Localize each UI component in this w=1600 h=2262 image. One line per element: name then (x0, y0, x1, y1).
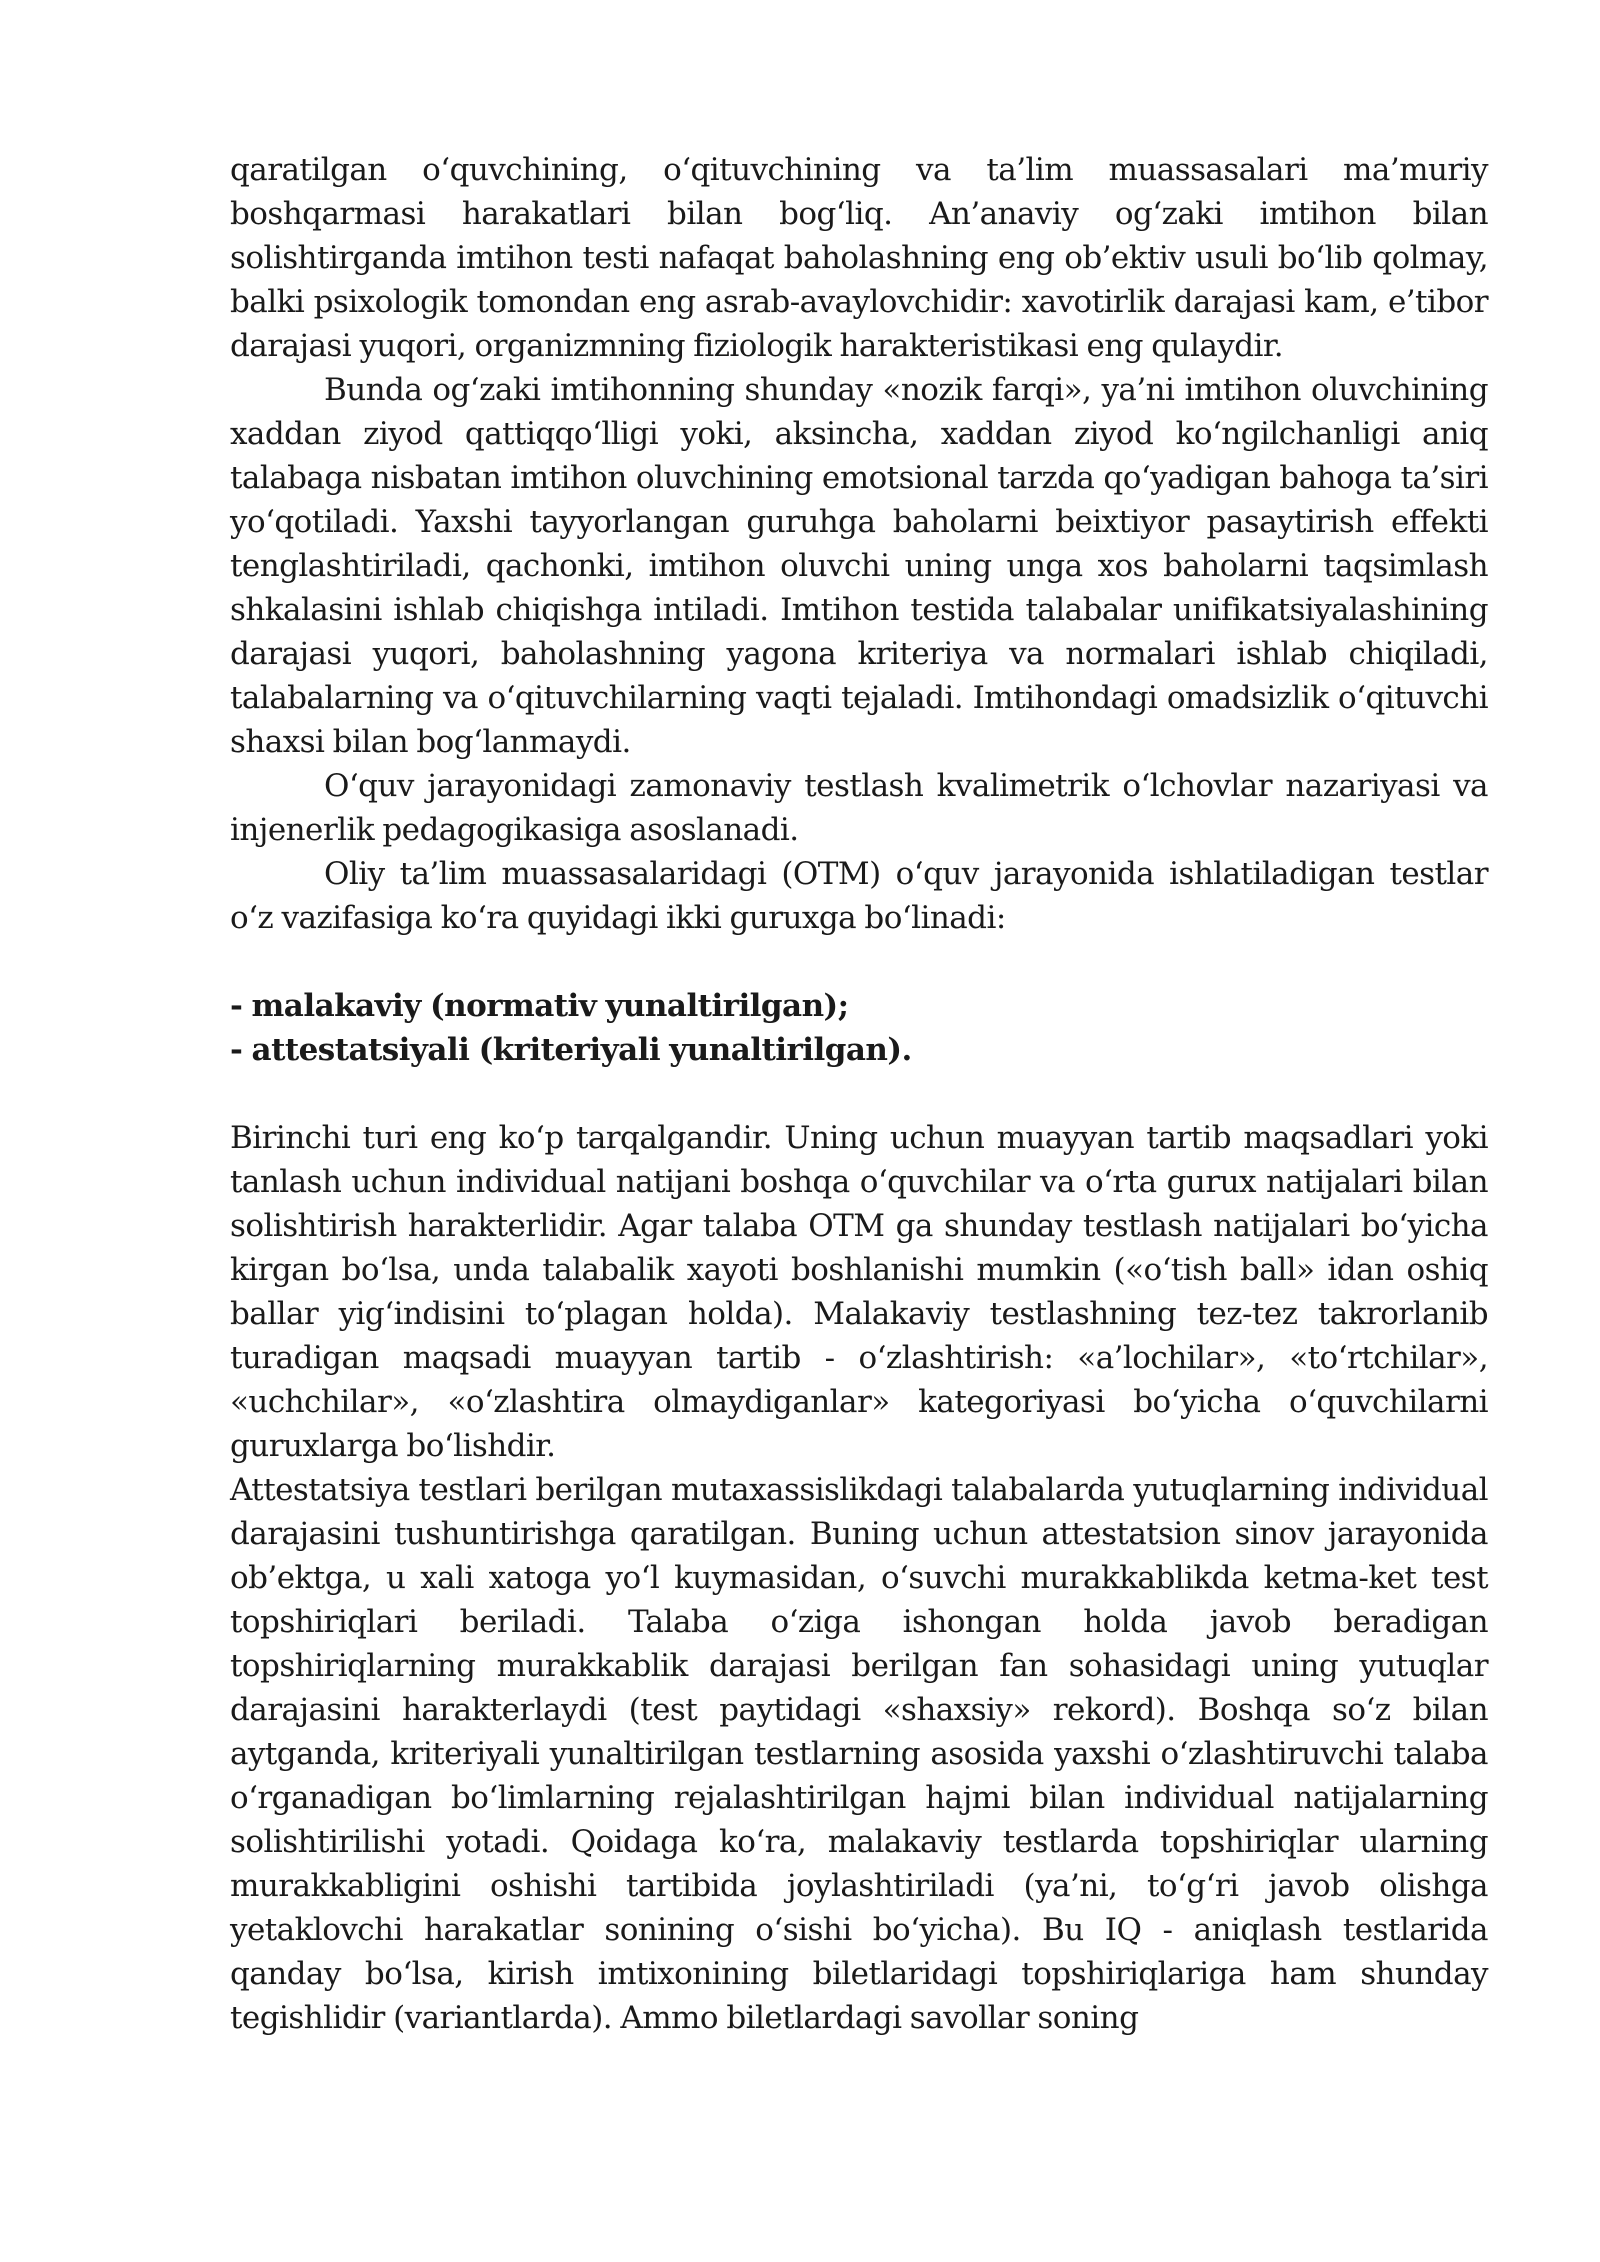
paragraph-1: qaratilgan o‘quvchining, o‘qituvchining va ta’lim muassasalari ma’muriy boshqarmasi harakatlari bilan bog‘liq. An’anaviy og‘zaki imtihon bilan solishtirganda imtihon testi nafaqat baholashning eng ob’ektiv usuli bo‘lib qolmay, balki psixologik tomondan eng asrab-avaylovchidir: xavotirlik darajasi kam, e’tibor darajasi yuqori, organizmning fiziologik harakteristikasi eng qulaydir. (230, 152, 1488, 364)
document-page (230, 148, 1488, 2040)
paragraph-4: Oliy ta’lim muassasalaridagi (OTM) o‘quv jarayonida ishlatiladigan testlar o‘z vazifasiga ko‘ra quyidagi ikki guruxga bo‘linadi: (230, 856, 1488, 936)
paragraph-3: O‘quv jarayonidagi zamonaviy testlash kvalimetrik o‘lchovlar nazariyasi va injenerlik pedagogikasiga asoslanadi. (230, 768, 1488, 848)
list-item-normative: - malakaviy (normativ yunaltirilgan); (230, 988, 849, 1024)
paragraph-6: Attestatsiya testlari berilgan mutaxassislikdagi talabalarda yutuqlarning individual darajasini tushuntirishga qaratilgan. Buning uchun attestatsion sinov jarayonida ob’ektga, u xali xatoga yo‘l kuymasidan, o‘suvchi murakkablikda ketma-ket test topshiriqlari beriladi. Talaba o‘ziga ishongan holda javob beradigan topshiriqlarning murakkablik darajasi berilgan fan sohasidagi uning yutuqlar darajasini harakterlaydi (test paytidagi «shaxsiy» rekord). Boshqa so‘z bilan aytganda, kriteriyali yunaltirilgan testlarning asosida yaxshi o‘zlashtiruvchi talaba o‘rganadigan bo‘limlarning rejalashtirilgan hajmi bilan individual natijalarning solishtirilishi yotadi. Qoidaga ko‘ra, malakaviy testlarda topshiriqlar ularning murakkabligini oshishi tartibida joylashtiriladi (ya’ni, to‘g‘ri javob olishga yetaklovchi harakatlar sonining o‘sishi bo‘yicha). Bu IQ - aniqlash testlarida qanday bo‘lsa, kirish imtixonining biletlaridagi topshiriqlariga ham shunday tegishlidir (variantlarda). Ammo biletlardagi savollar soning (230, 1472, 1488, 2036)
test-types-list (230, 984, 1488, 1072)
paragraph-2: Bunda og‘zaki imtihonning shunday «nozik farqi», ya’ni imtihon oluvchining xaddan ziyod qattiqqo‘lligi yoki, aksincha, xaddan ziyod ko‘ngilchanligi aniq talabaga nisbatan imtihon oluvchining emotsional tarzda qo‘yadigan bahoga ta’siri yo‘qotiladi. Yaxshi tayyorlangan guruhga baholarni beixtiyor pasaytirish effekti tenglashtiriladi, qachonki, imtihon oluvchi uning unga xos baholarni taqsimlash shkalasini ishlab chiqishga intiladi. Imtihon testida talabalar unifikatsiyalashining darajasi yuqori, baholashning yagona kriteriya va normalari ishlab chiqiladi, talabalarning va o‘qituvchilarning vaqti tejaladi. Imtihondagi omadsizlik o‘qituvchi shaxsi bilan bog‘lanmaydi. (230, 372, 1488, 760)
list-item-criterion: - attestatsiyali (kriteriyali yunaltirilgan). (230, 1032, 912, 1068)
paragraph-5: Birinchi turi eng ko‘p tarqalgandir. Uning uchun muayyan tartib maqsadlari yoki tanlash uchun individual natijani boshqa o‘quvchilar va o‘rta gurux natijalari bilan solishtirish harakterlidir. Agar talaba OTM ga shunday testlash natijalari bo‘yicha kirgan bo‘lsa, unda talabalik xayoti boshlanishi mumkin («o‘tish ball» idan oshiq ballar yig‘indisini to‘plagan holda). Malakaviy testlashning tez-tez takrorlanib turadigan maqsadi muayyan tartib - o‘zlashtirish: «a’lochilar», «to‘rtchilar», «uchchilar», «o‘zlashtira olmaydiganlar» kategoriyasi bo‘yicha o‘quvchilarni guruxlarga bo‘lishdir. (230, 1120, 1488, 1464)
